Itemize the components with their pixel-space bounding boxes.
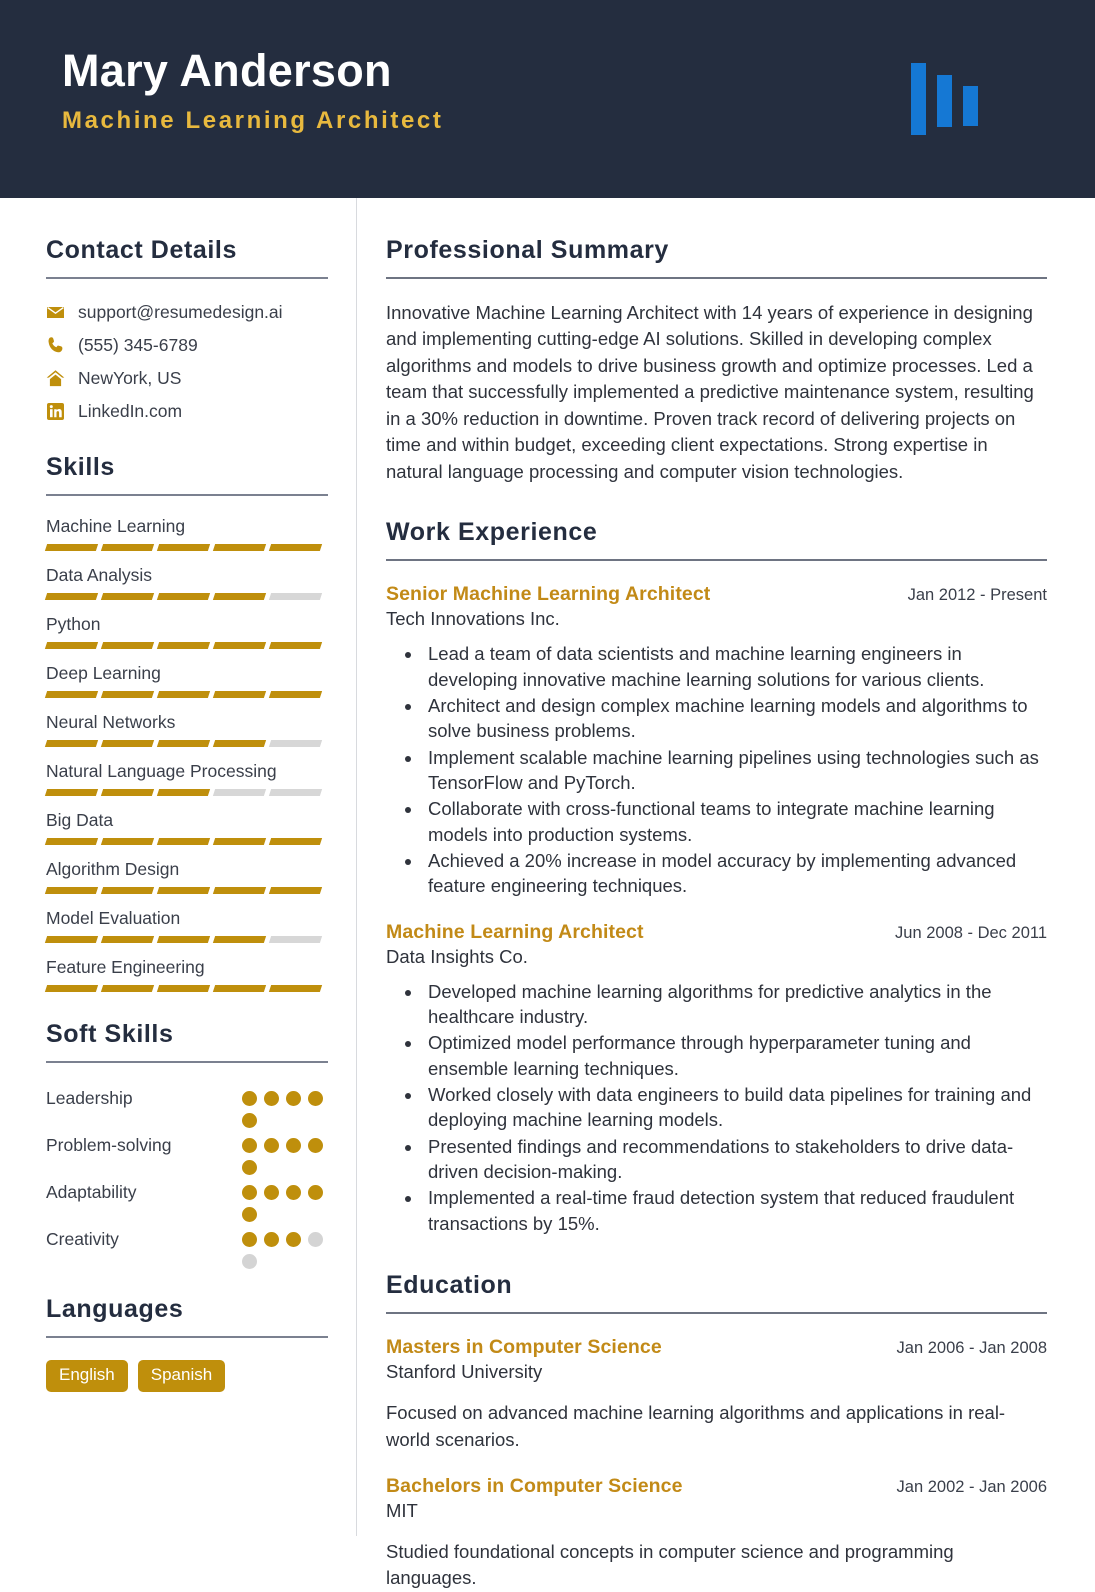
skill-segment-filled — [157, 936, 210, 943]
education-section — [386, 1271, 1047, 1592]
skill-item — [46, 761, 328, 796]
contact-item-location[interactable] — [46, 367, 328, 389]
soft-skill-rating — [242, 1177, 326, 1222]
entry-header — [386, 583, 1047, 606]
skill-segment-filled — [101, 691, 154, 698]
entry-header — [386, 1336, 1047, 1359]
linkedin-icon — [46, 402, 65, 421]
skill-item — [46, 810, 328, 845]
languages-heading: Languages — [46, 1295, 184, 1323]
degree-title: Bachelors in Computer Science — [386, 1474, 683, 1497]
skill-level-bar — [46, 985, 328, 992]
skill-segment-filled — [45, 789, 98, 796]
skill-segment-filled — [45, 936, 98, 943]
responsibility-list — [386, 641, 1047, 898]
skills-section — [46, 453, 328, 992]
rating-dot-filled — [286, 1138, 301, 1153]
rating-dot-filled — [286, 1232, 301, 1247]
skill-item — [46, 908, 328, 943]
professional-summary-divider — [386, 277, 1047, 279]
responsibility-item: • Presented findings and recommendations to stakeholders to drive data-driven decision-making. — [423, 1134, 1047, 1185]
skill-item — [46, 516, 328, 551]
contact-location-text: NewYork, US — [78, 367, 182, 388]
soft-skill-row — [46, 1177, 328, 1222]
contact-email-text: support@resumedesign.ai — [78, 301, 283, 322]
rating-dot-filled — [264, 1232, 279, 1247]
rating-dot-filled — [308, 1138, 323, 1153]
rating-dot-filled — [264, 1091, 279, 1106]
header-text-group — [62, 44, 444, 151]
soft-skill-rating — [242, 1083, 326, 1128]
skill-segment-filled — [45, 838, 98, 845]
skill-segment-empty — [213, 789, 266, 796]
work-experience-divider — [386, 559, 1047, 561]
skill-segment-filled — [269, 838, 322, 845]
contact-item-linkedin[interactable] — [46, 400, 328, 422]
skill-segment-filled — [157, 593, 210, 600]
skill-segment-filled — [269, 691, 322, 698]
skill-segment-empty — [269, 740, 322, 747]
soft-skill-row — [46, 1224, 328, 1269]
skill-segment-filled — [213, 642, 266, 649]
sidebar-column — [0, 198, 357, 1536]
skill-segment-filled — [157, 740, 210, 747]
skill-segment-filled — [45, 887, 98, 894]
responsibility-item: • Worked closely with data engineers to build data pipelines for training and deploying machine learning models. — [423, 1082, 1047, 1133]
contact-item-email[interactable] — [46, 301, 328, 323]
rating-dot-filled — [242, 1091, 257, 1106]
skill-segment-filled — [269, 642, 322, 649]
skill-segment-filled — [157, 838, 210, 845]
education-entry — [386, 1336, 1047, 1453]
soft-skill-row — [46, 1130, 328, 1175]
responsibility-item: • Collaborate with cross-functional teams to integrate machine learning models into production systems. — [423, 796, 1047, 847]
entry-date-range: Jan 2012 - Present — [907, 586, 1047, 605]
candidate-name: Mary Anderson — [62, 44, 392, 96]
skill-item — [46, 712, 328, 747]
skill-segment-filled — [157, 642, 210, 649]
skill-segment-empty — [269, 593, 322, 600]
soft-skill-rating — [242, 1130, 326, 1175]
entry-date-range: Jun 2008 - Dec 2011 — [895, 923, 1047, 942]
skill-segment-filled — [101, 838, 154, 845]
skill-label: Feature Engineering — [46, 957, 205, 977]
soft-skill-label: Leadership — [46, 1088, 133, 1108]
soft-skill-label: Creativity — [46, 1229, 119, 1249]
education-description: Studied foundational concepts in computer science and programming languages. — [386, 1540, 954, 1589]
soft-skills-section — [46, 1020, 328, 1269]
contact-item-phone[interactable] — [46, 334, 328, 356]
resume-header — [0, 0, 1095, 198]
contact-details-heading: Contact Details — [46, 236, 237, 264]
skill-label: Deep Learning — [46, 663, 161, 683]
responsibility-item: • Architect and design complex machine learning models and algorithms to solve business problems. — [423, 693, 1047, 744]
contact-linkedin-text: LinkedIn.com — [78, 400, 183, 421]
education-description: Focused on advanced machine learning algorithms and applications in real-world scenarios. — [386, 1402, 1006, 1450]
skill-segment-filled — [157, 985, 210, 992]
skill-level-bar — [46, 936, 328, 943]
skill-segment-filled — [45, 642, 98, 649]
skill-segment-filled — [45, 740, 98, 747]
responsibility-item: • Lead a team of data scientists and machine learning engineers in developing innovative machine learning solutions for various clients. — [423, 641, 1047, 692]
skill-segment-filled — [101, 936, 154, 943]
soft-skill-rating — [242, 1224, 326, 1269]
skills-divider — [46, 494, 328, 496]
skill-segment-filled — [269, 887, 322, 894]
professional-summary-heading: Professional Summary — [386, 236, 669, 264]
rating-dot-filled — [242, 1113, 257, 1128]
soft-skills-divider — [46, 1061, 328, 1063]
responsibility-item: • Implement scalable machine learning pipelines using technologies such as TensorFlow and PyTorch. — [423, 745, 1047, 796]
skill-segment-filled — [213, 936, 266, 943]
skill-segment-filled — [45, 593, 98, 600]
resume-body — [0, 198, 1095, 1589]
skill-segment-filled — [213, 887, 266, 894]
logo-bar-2 — [937, 75, 952, 127]
education-list — [386, 1336, 1047, 1592]
skill-segment-filled — [157, 691, 210, 698]
logo-bar-3 — [963, 86, 978, 126]
education-entry — [386, 1475, 1047, 1592]
skill-level-bar — [46, 691, 328, 698]
contact-list — [46, 301, 328, 422]
skill-segment-filled — [101, 789, 154, 796]
skill-segment-filled — [213, 593, 266, 600]
skill-level-bar — [46, 838, 328, 845]
entry-date-range: Jan 2006 - Jan 2008 — [896, 1339, 1047, 1358]
skill-segment-filled — [269, 544, 322, 551]
work-entry — [386, 921, 1047, 1236]
logo-bar-1 — [911, 63, 926, 135]
skill-segment-filled — [101, 544, 154, 551]
skill-level-bar — [46, 740, 328, 747]
professional-summary-text: Innovative Machine Learning Architect with 14 years of experience in designing and implementing cutting-edge AI solutions. Skilled in developing complex algorithms and models to drive business growth and optimize processes. Led a team that successfully implemented a predictive maintenance system, resulting in a 30% reduction in downtime. Proven track record of delivering projects on time and within budget, exceeding client expectations. Strong expertise in natural language processing and computer vision technologies. — [386, 302, 1034, 482]
skill-segment-filled — [157, 544, 210, 551]
work-experience-section — [386, 518, 1047, 1236]
skill-segment-filled — [101, 887, 154, 894]
skill-item — [46, 565, 328, 600]
company-name: Data Insights Co. — [386, 945, 528, 967]
rating-dot-filled — [286, 1185, 301, 1200]
rating-dot-filled — [264, 1185, 279, 1200]
soft-skill-row — [46, 1083, 328, 1128]
skill-segment-filled — [101, 642, 154, 649]
envelope-icon — [46, 303, 65, 322]
skill-item — [46, 859, 328, 894]
job-title: Senior Machine Learning Architect — [386, 583, 711, 606]
skill-segment-filled — [213, 691, 266, 698]
skill-segment-filled — [213, 544, 266, 551]
skill-label: Python — [46, 614, 101, 634]
skill-segment-empty — [269, 936, 322, 943]
phone-icon — [46, 336, 65, 355]
skill-label: Big Data — [46, 810, 114, 830]
skill-label: Algorithm Design — [46, 859, 180, 879]
responsibility-item: • Optimized model performance through hyperparameter tuning and ensemble learning techniques. — [423, 1030, 1047, 1081]
skills-heading: Skills — [46, 453, 115, 481]
rating-dot-filled — [264, 1138, 279, 1153]
languages-divider — [46, 1336, 328, 1338]
language-tag: Spanish — [138, 1360, 225, 1392]
rating-dot-filled — [286, 1091, 301, 1106]
skill-segment-filled — [157, 789, 210, 796]
work-experience-heading: Work Experience — [386, 518, 598, 547]
skill-level-bar — [46, 789, 328, 796]
rating-dot-filled — [242, 1160, 257, 1175]
rating-dot-empty — [308, 1232, 323, 1247]
rating-dot-filled — [308, 1091, 323, 1106]
skill-segment-filled — [213, 740, 266, 747]
skill-segment-filled — [213, 838, 266, 845]
skill-label: Machine Learning — [46, 516, 186, 536]
degree-title: Masters in Computer Science — [386, 1336, 662, 1359]
contact-details-section — [46, 236, 328, 422]
skills-list — [46, 516, 328, 992]
rating-dot-filled — [242, 1138, 257, 1153]
education-divider — [386, 1312, 1047, 1314]
language-tag: English — [46, 1360, 128, 1392]
rating-dot-filled — [242, 1185, 257, 1200]
languages-tag-list — [46, 1360, 328, 1392]
responsibility-item: • Implemented a real-time fraud detection system that reduced fraudulent transactions by 15%. — [423, 1185, 1047, 1236]
rating-dot-filled — [242, 1207, 257, 1222]
institution-name: MIT — [386, 1499, 418, 1521]
rating-dot-filled — [308, 1185, 323, 1200]
skill-label: Neural Networks — [46, 712, 176, 732]
company-name: Tech Innovations Inc. — [386, 608, 560, 630]
skill-level-bar — [46, 887, 328, 894]
contact-phone-text: (555) 345-6789 — [78, 334, 198, 355]
candidate-job-title: Machine Learning Architect — [62, 107, 444, 135]
skill-segment-filled — [157, 887, 210, 894]
work-entry — [386, 583, 1047, 898]
skill-item — [46, 957, 328, 992]
rating-dot-empty — [242, 1254, 257, 1269]
skill-label: Model Evaluation — [46, 908, 181, 928]
skill-segment-filled — [101, 740, 154, 747]
skill-item — [46, 614, 328, 649]
soft-skill-label: Problem-solving — [46, 1135, 172, 1155]
skill-segment-filled — [213, 985, 266, 992]
skill-label: Natural Language Processing — [46, 761, 277, 781]
job-title: Machine Learning Architect — [386, 920, 644, 943]
skill-segment-filled — [269, 985, 322, 992]
entry-header — [386, 1475, 1047, 1498]
skill-segment-filled — [45, 691, 98, 698]
soft-skill-label: Adaptability — [46, 1182, 137, 1202]
responsibility-item: • Achieved a 20% increase in model accuracy by implementing advanced feature engineering techniques. — [423, 848, 1047, 899]
main-column — [357, 198, 1095, 1589]
rating-dot-filled — [242, 1232, 257, 1247]
skill-level-bar — [46, 642, 328, 649]
responsibility-item: • Developed machine learning algorithms for predictive analytics in the healthcare industry. — [423, 979, 1047, 1030]
institution-name: Stanford University — [386, 1361, 543, 1383]
skill-item — [46, 663, 328, 698]
responsibility-list — [386, 979, 1047, 1236]
entry-header — [386, 921, 1047, 944]
resume-logo-bars-icon — [911, 63, 1030, 135]
entry-date-range: Jan 2002 - Jan 2006 — [896, 1477, 1047, 1496]
skill-segment-filled — [101, 985, 154, 992]
skill-segment-filled — [45, 985, 98, 992]
skill-label: Data Analysis — [46, 565, 153, 585]
skill-level-bar — [46, 593, 328, 600]
skill-segment-filled — [101, 593, 154, 600]
home-icon — [46, 369, 65, 388]
soft-skills-heading: Soft Skills — [46, 1020, 174, 1048]
professional-summary-section — [386, 236, 1047, 485]
skill-level-bar — [46, 544, 328, 551]
work-experience-list — [386, 583, 1047, 1236]
languages-section — [46, 1295, 328, 1392]
soft-skills-list — [46, 1083, 328, 1269]
education-heading: Education — [386, 1271, 513, 1300]
skill-segment-filled — [45, 544, 98, 551]
contact-details-divider — [46, 277, 328, 279]
skill-segment-empty — [269, 789, 322, 796]
